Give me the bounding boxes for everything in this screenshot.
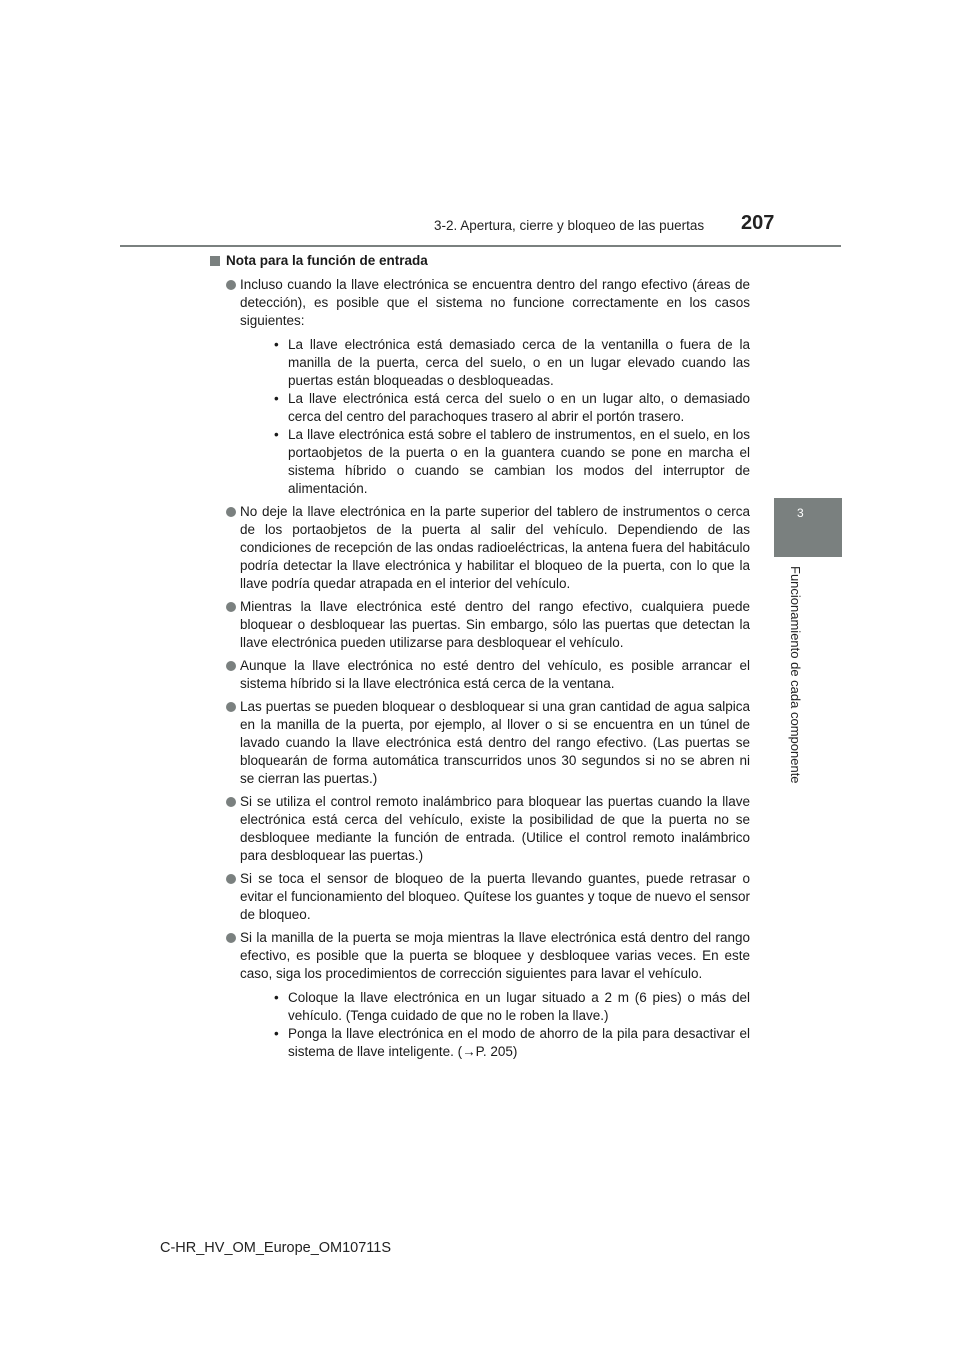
dot-bullet-icon: • (274, 337, 279, 352)
dot-bullet-icon: • (274, 1026, 279, 1041)
list-item-text: Mientras la llave electrónica esté dentro del rango efectivo, cualquiera puede bloquear o desbloquear las puertas. Sin embargo, sólo las puertas que detectan la llave electrónica pueden utilizarse para desbloquear el vehículo. (240, 599, 750, 650)
list-item (210, 793, 750, 865)
dot-bullet-icon: • (274, 990, 279, 1005)
main-content (210, 252, 750, 1066)
list-item (210, 276, 750, 498)
circle-bullet-icon (226, 507, 236, 517)
list-item (210, 929, 750, 1061)
circle-bullet-icon (226, 933, 236, 943)
sub-list-item (240, 336, 750, 390)
sub-list-item (240, 390, 750, 426)
header-section-title: 3-2. Apertura, cierre y bloqueo de las puertas (434, 218, 705, 233)
sub-list-item-text: Ponga la llave electrónica en el modo de ahorro de la pila para desactivar el sistema de llave inteligente. (→P. 205) (288, 1026, 750, 1059)
document-code: C-HR_HV_OM_Europe_OM10711S (160, 1240, 392, 1256)
circle-bullet-icon (226, 661, 236, 671)
list-item-text: No deje la llave electrónica en la parte superior del tablero de instrumentos o cerca de los portaobjetos de la puerta al salir del vehículo. Dependiendo de las condiciones de recepción de las ondas radioeléctricas, la antena fuera del habitáculo podría detectar la llave electrónica y habilitar el bloqueo de la puerta, con lo que la llave podría quedar atrapada en el interior del vehículo. (240, 504, 750, 591)
list-item-text: Si se utiliza el control remoto inalámbrico para bloquear las puertas cuando la llave electrónica está cerca del vehículo, existe la posibilidad de que la puerta no se desbloquee mediante la función de entrada. (Utilice el control remoto inalámbrico para desbloquear las puertas.) (240, 794, 750, 863)
sub-list-item-text: Coloque la llave electrónica en un lugar situado a 2 m (6 pies) o más del vehículo. (Tenga cuidado de que no le roben la llave.) (288, 990, 750, 1023)
square-bullet-icon (210, 256, 220, 266)
sub-list (240, 989, 750, 1061)
sub-list-item-text: La llave electrónica está cerca del suelo o en un lugar alto, o demasiado cerca del centro del parachoques trasero al abrir el portón trasero. (288, 391, 750, 424)
list-item (210, 657, 750, 693)
section-heading (210, 252, 750, 270)
sub-list (240, 336, 750, 498)
list-item-text: Si se toca el sensor de bloqueo de la puerta llevando guantes, puede retrasar o evitar el funcionamiento del bloqueo. Quítese los guantes y toque de nuevo el sensor de bloqueo. (240, 871, 750, 922)
header-divider (120, 245, 841, 247)
sub-list-item-text: La llave electrónica está demasiado cerca de la ventanilla o fuera de la manilla de la puerta, cerca del suelo, o en un lugar elevado cuando las puertas están bloqueadas o desbloqueadas. (288, 337, 750, 388)
chapter-number: 3 (797, 506, 804, 520)
dot-bullet-icon: • (274, 427, 279, 442)
circle-bullet-icon (226, 602, 236, 612)
bullet-list (210, 276, 750, 1061)
circle-bullet-icon (226, 874, 236, 884)
circle-bullet-icon (226, 702, 236, 712)
list-item-text: Si la manilla de la puerta se moja mientras la llave electrónica está dentro del rango efectivo, es posible que la puerta se bloquee y desbloquee varias veces. En este caso, siga los procedimientos de corrección siguientes para lavar el vehículo. (240, 930, 750, 981)
list-item (210, 870, 750, 924)
list-item (210, 503, 750, 593)
section-heading-text: Nota para la función de entrada (226, 253, 428, 268)
sub-list-item (240, 1025, 750, 1061)
sub-list-item-text: La llave electrónica está sobre el tablero de instrumentos, en el suelo, en los portaobjetos de la puerta o en la guantera cuando se pone en marcha el sistema híbrido o cuando se cambian los modos del interruptor de alimentación. (288, 427, 750, 496)
chapter-tab (774, 498, 842, 557)
list-item (210, 698, 750, 788)
list-item-text: Las puertas se pueden bloquear o desbloquear si una gran cantidad de agua salpica en la manilla de la puerta, por ejemplo, al llover o si se encuentra en un túnel de lavado cuando la llave electrónica está dentro del rango efectivo. (Las puertas se bloquearán de forma automática transcurridos unos 30 segundos si no se abren ni se cierran las puertas.) (240, 699, 750, 786)
sub-list-item (240, 426, 750, 498)
circle-bullet-icon (226, 797, 236, 807)
chapter-title: Funcionamiento de cada componente (788, 566, 803, 784)
list-item-text: Aunque la llave electrónica no esté dentro del vehículo, es posible arrancar el sistema híbrido si la llave electrónica está cerca de la ventana. (240, 658, 750, 691)
list-item-text: Incluso cuando la llave electrónica se encuentra dentro del rango efectivo (áreas de detección), es posible que el sistema no funcione correctamente en los casos siguientes: (240, 277, 750, 328)
circle-bullet-icon (226, 280, 236, 290)
dot-bullet-icon: • (274, 391, 279, 406)
page-number: 207 (741, 212, 775, 234)
list-item (210, 598, 750, 652)
sub-list-item (240, 989, 750, 1025)
